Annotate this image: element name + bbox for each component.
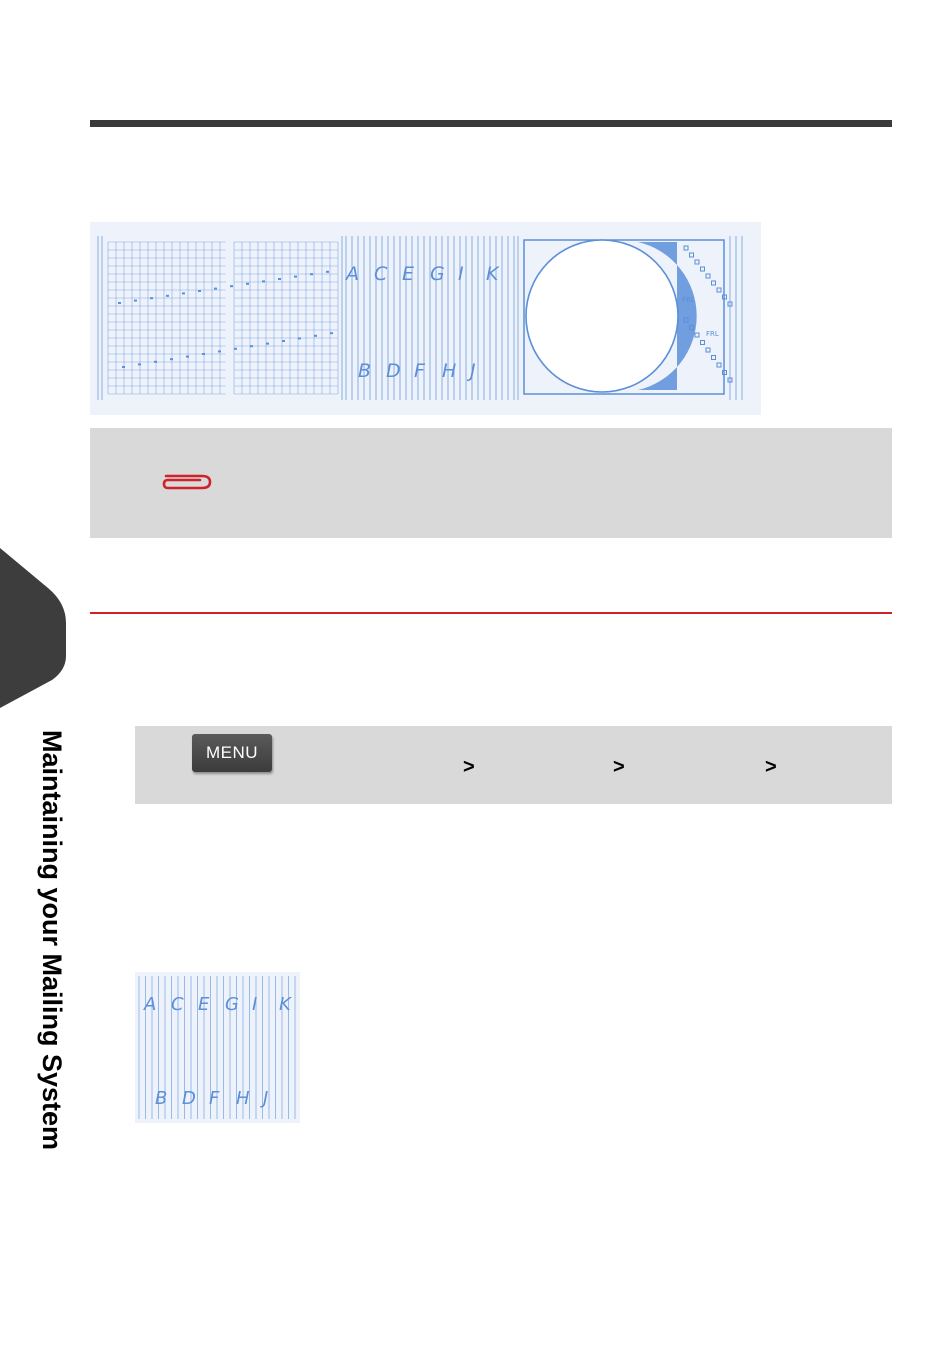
sample-letter: I bbox=[252, 994, 258, 1015]
chapter-side-title-text: Maintaining your Mailing System bbox=[37, 730, 67, 1151]
sample-letter: C bbox=[171, 994, 184, 1015]
sample-letter: G bbox=[225, 994, 239, 1015]
nozzle-test-sample-pattern bbox=[135, 972, 300, 1123]
test-print-grid-right bbox=[234, 242, 338, 394]
test-print-letter: D bbox=[386, 360, 401, 382]
test-print-letter: H bbox=[442, 360, 457, 382]
test-print-letter: A bbox=[346, 263, 359, 285]
test-print-letter: J bbox=[470, 360, 476, 382]
sample-letter: J bbox=[263, 1088, 269, 1109]
test-print-circle bbox=[526, 240, 678, 392]
test-print-image bbox=[90, 222, 761, 415]
menu-path-separator-2: > bbox=[613, 756, 625, 778]
test-print-small-label-2: FRL bbox=[706, 330, 719, 338]
test-print-grid-left bbox=[108, 242, 226, 394]
test-print-letter: K bbox=[486, 263, 499, 285]
sample-letter: D bbox=[182, 1088, 196, 1109]
section-divider-top bbox=[90, 120, 892, 127]
sample-letter: K bbox=[279, 994, 291, 1015]
test-print-dots bbox=[118, 271, 333, 368]
test-print-letters-top bbox=[344, 263, 500, 285]
test-print-letter: G bbox=[430, 263, 445, 285]
test-print-letter: F bbox=[414, 360, 425, 382]
chapter-side-tab bbox=[0, 548, 66, 708]
nozzle-test-sample-image bbox=[135, 972, 300, 1123]
sample-letter: F bbox=[209, 1088, 220, 1109]
menu-path-separator-1: > bbox=[463, 756, 475, 778]
sample-letter: H bbox=[236, 1088, 250, 1109]
sample-letter: B bbox=[155, 1088, 168, 1109]
section-divider-red bbox=[90, 612, 892, 614]
test-print-letter: I bbox=[458, 263, 464, 285]
test-print-pattern bbox=[90, 222, 761, 415]
paperclip-icon bbox=[162, 470, 214, 494]
test-print-letter: C bbox=[374, 263, 388, 285]
test-print-letter: E bbox=[402, 263, 415, 285]
test-print-letter: B bbox=[358, 360, 372, 382]
chapter-side-title bbox=[0, 730, 110, 1190]
sample-letter: E bbox=[198, 994, 210, 1015]
test-print-small-label: FRL bbox=[682, 296, 695, 304]
menu-path-separator-3: > bbox=[765, 756, 777, 778]
sample-letters-bottom bbox=[155, 1088, 268, 1109]
menu-key-icon: MENU bbox=[192, 734, 272, 772]
sample-letter: A bbox=[144, 994, 157, 1015]
